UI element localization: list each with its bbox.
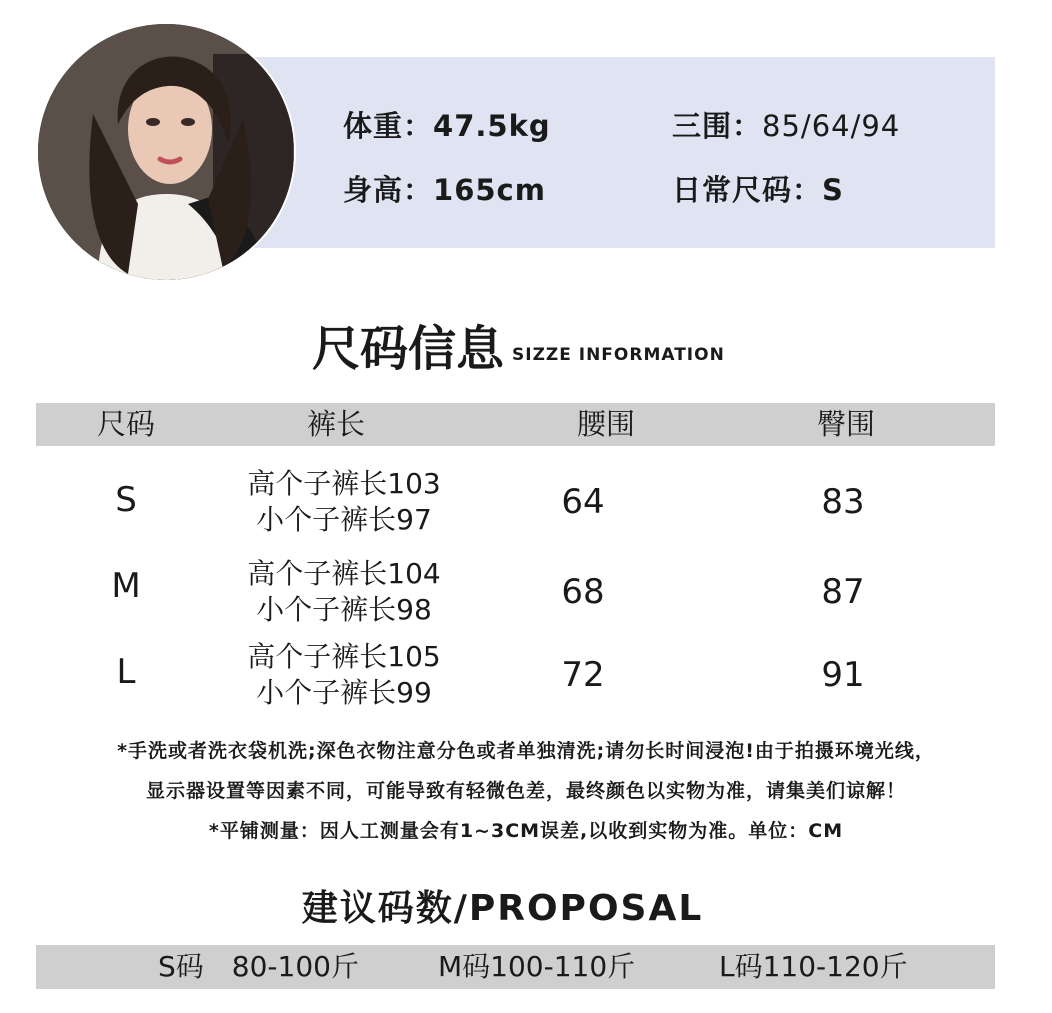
size-label: 日常尺码： — [672, 173, 823, 207]
row-s-tall-length: 高个子裤长103 — [247, 467, 441, 500]
row-s-waist: 64 — [561, 482, 605, 522]
row-s-size: S — [115, 480, 137, 520]
bust-label: 三围： — [672, 109, 763, 143]
row-m-tall-length: 高个子裤长104 — [247, 557, 441, 590]
size-stat — [672, 168, 844, 209]
row-m-short-length: 小个子裤长98 — [256, 593, 432, 626]
header-size: 尺码 — [96, 407, 155, 441]
care-note-line-1: *手洗或者洗衣袋机洗;深色衣物注意分色或者单独清洗;请勿长时间浸泡!由于拍摄环境光线， — [117, 740, 935, 762]
row-l-size: L — [116, 652, 136, 692]
row-l-hip: 91 — [821, 655, 865, 695]
proposal-bar — [36, 945, 995, 989]
size-value: S — [822, 173, 844, 207]
weight-stat — [343, 104, 551, 145]
header-length: 裤长 — [306, 407, 365, 441]
weight-value: 47.5kg — [433, 109, 551, 143]
size-info-subtitle: SIZZE INFORMATION — [512, 345, 725, 365]
row-l-waist: 72 — [561, 655, 605, 695]
row-s-hip: 83 — [821, 482, 865, 522]
model-photo — [36, 22, 296, 282]
row-l-tall-length: 高个子裤长105 — [247, 640, 441, 673]
height-stat — [343, 168, 546, 209]
header-hip: 臀围 — [816, 407, 875, 441]
bust-stat — [672, 104, 900, 145]
bust-value: 85/64/94 — [762, 109, 901, 143]
row-s-short-length: 小个子裤长97 — [256, 503, 432, 536]
measure-note: *平铺测量：因人工测量会有1~3CM误差,以收到实物为准。单位：CM — [208, 820, 844, 842]
proposal-s: S码 80-100斤 — [158, 950, 359, 983]
row-m-waist: 68 — [561, 572, 605, 612]
proposal-m: M码100-110斤 — [438, 950, 636, 983]
size-table-header — [36, 403, 995, 446]
weight-label: 体重： — [343, 109, 434, 143]
row-m-size: M — [111, 566, 141, 606]
height-value: 165cm — [433, 173, 546, 207]
row-m-hip: 87 — [821, 572, 865, 612]
row-l-short-length: 小个子裤长99 — [256, 676, 432, 709]
care-note-line-2: 显示器设置等因素不同，可能导致有轻微色差，最终颜色以实物为准，请集美们谅解！ — [145, 780, 906, 802]
header-waist: 腰围 — [576, 407, 635, 441]
proposal-l: L码110-120斤 — [719, 950, 908, 983]
size-info-title: 尺码信息 — [312, 321, 505, 377]
proposal-title: 建议码数/PROPOSAL — [301, 888, 704, 929]
height-label: 身高： — [343, 173, 434, 207]
